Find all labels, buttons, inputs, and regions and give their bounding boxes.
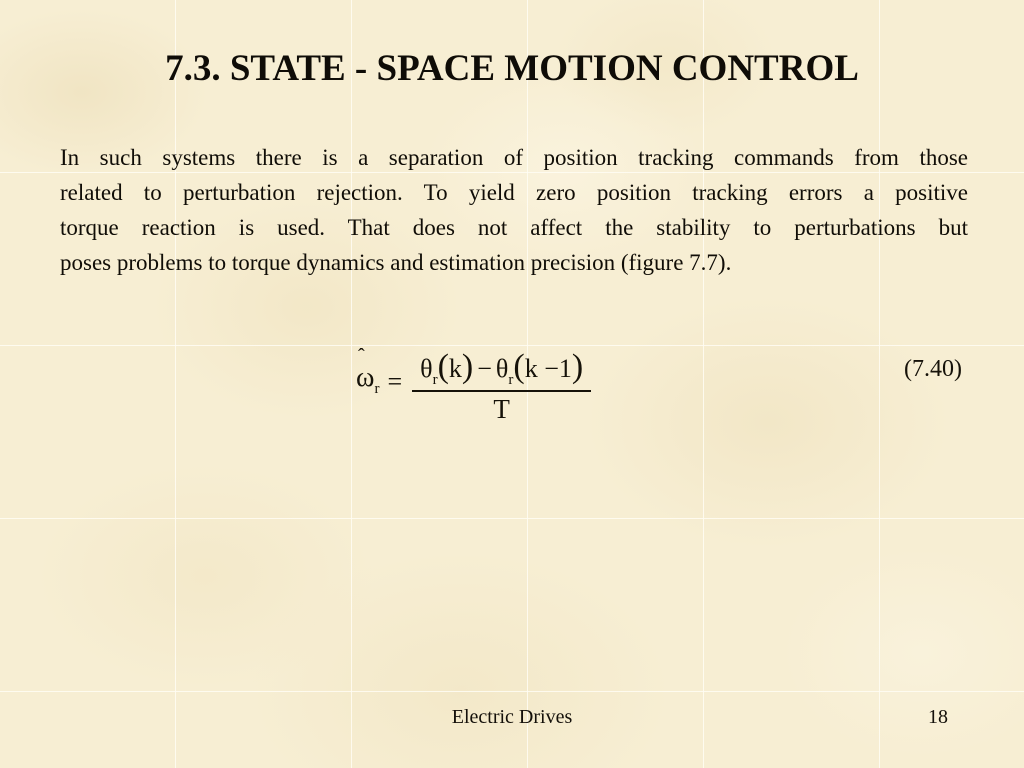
left-paren: (	[513, 348, 525, 385]
footer-text: Electric Drives	[451, 706, 573, 728]
minus-sign: −	[477, 354, 492, 383]
argument-k-minus-1: k −1	[524, 354, 572, 383]
body-paragraph	[60, 140, 968, 280]
slide-title: 7.3. STATE - SPACE MOTION CONTROL	[165, 48, 859, 89]
paragraph-line: In such systems there is a separation of position tracking commands from those	[60, 145, 968, 170]
numerator	[412, 346, 591, 392]
right-paren: )	[571, 348, 584, 385]
fraction	[412, 346, 591, 423]
omega-hat-lhs	[356, 345, 380, 397]
omega-symbol: $\omega_r$	[356, 362, 380, 397]
theta-symbol: θ	[495, 354, 509, 383]
paragraph-line: torque reaction is used. That does not affect the stability to perturbations but	[60, 215, 968, 240]
argument-k: k	[448, 354, 462, 383]
equals-sign: =	[387, 367, 403, 396]
paragraph-line: related to perturbation rejection. To yield zero position tracking errors a positive	[60, 180, 968, 205]
left-paren: (	[437, 348, 449, 385]
theta-symbol: θ	[420, 354, 433, 383]
theta-subscript: r	[508, 372, 514, 388]
hat-accent: ˆ	[358, 345, 365, 367]
denominator-T: T	[493, 394, 510, 424]
omega-subscript: r	[374, 381, 380, 397]
paragraph-line: poses problems to torque dynamics and estimation precision (figure 7.7).	[60, 250, 732, 275]
right-paren: )	[461, 348, 474, 385]
theta-subscript: r	[432, 372, 438, 388]
equation-7-40	[356, 346, 591, 423]
equation-number: (7.40)	[904, 356, 962, 382]
page-number: 18	[928, 706, 948, 728]
